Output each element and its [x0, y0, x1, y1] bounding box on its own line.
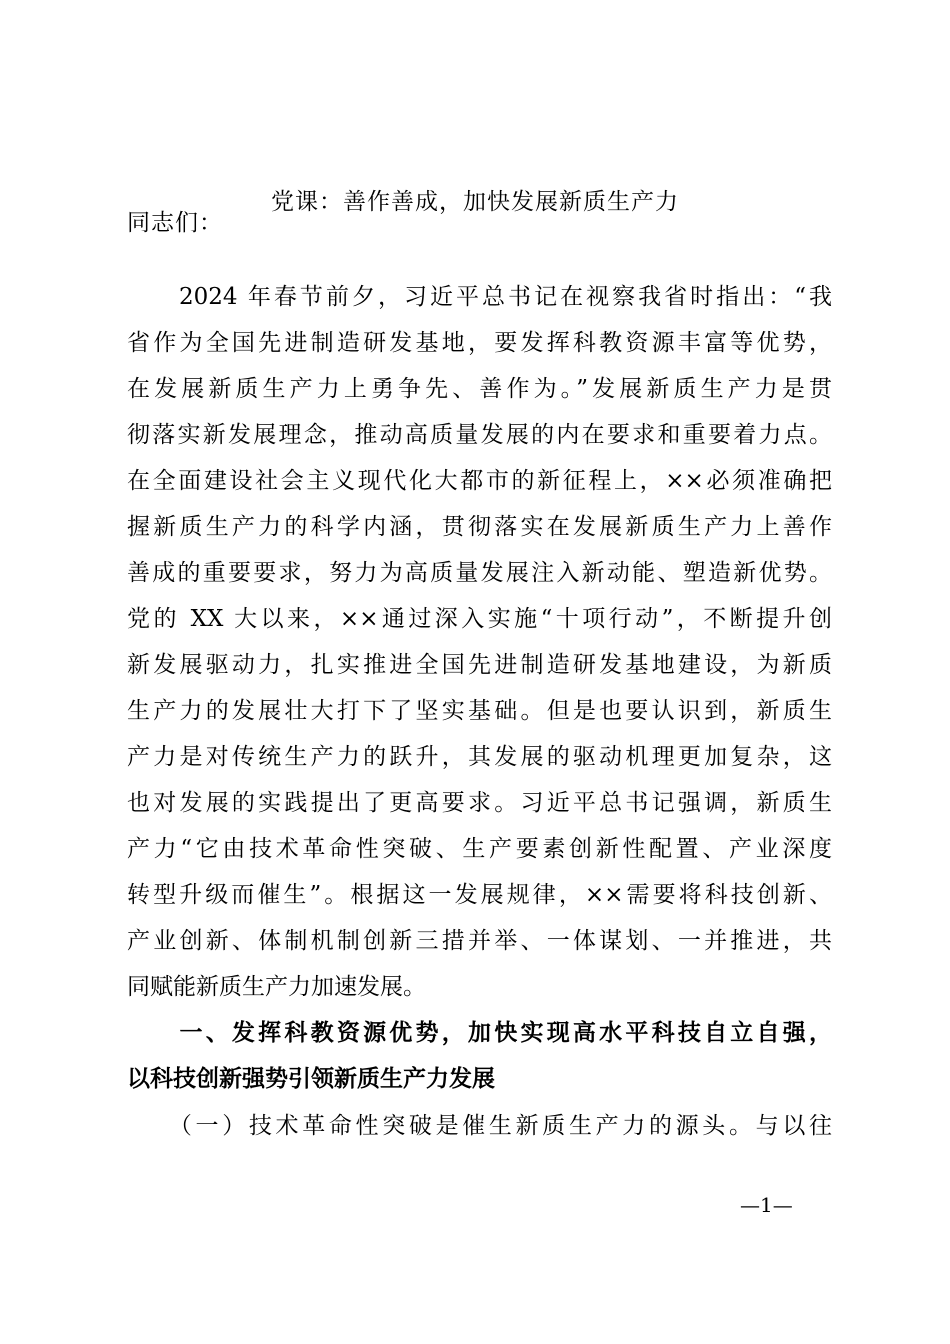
paragraph-line: 彻落实新发展理念，推动高质量发展的内在要求和重要着力点。	[127, 422, 832, 448]
page-title: 党课：善作善成，加快发展新质生产力	[271, 189, 679, 215]
page-number: —1—	[740, 1193, 793, 1217]
paragraph-line: 生产力的发展壮大打下了坚实基础。但是也要认识到，新质生	[127, 698, 832, 724]
subsection-line: （一）技术革命性突破是催生新质生产力的源头。与以往	[127, 1113, 832, 1139]
paragraph-line: 省作为全国先进制造研发基地，要发挥科教资源丰富等优势，	[127, 330, 832, 356]
salutation: 同志们：	[127, 210, 223, 236]
paragraph-line: 握新质生产力的科学内涵，贯彻落实在发展新质生产力上善作	[127, 514, 832, 540]
heading-line: 一、发挥科教资源优势，加快实现高水平科技自立自强，	[127, 1020, 832, 1046]
paragraph-line: 产力“它由技术革命性突破、生产要素创新性配置、产业深度	[127, 836, 832, 862]
paragraph-line: 产力是对传统生产力的跃升，其发展的驱动机理更加复杂，这	[127, 744, 832, 770]
paragraph-line: 同赋能新质生产力加速发展。	[127, 974, 426, 1000]
paragraph-line: 也对发展的实践提出了更高要求。习近平总书记强调，新质生	[127, 790, 832, 816]
paragraph-line: 转型升级而催生”。根据这一发展规律，××需要将科技创新、	[127, 882, 832, 908]
paragraph-line: 新发展驱动力，扎实推进全国先进制造研发基地建设，为新质	[127, 652, 832, 678]
heading-line: 以科技创新强势引领新质生产力发展	[127, 1066, 495, 1092]
paragraph-line: 在发展新质生产力上勇争先、善作为。”发展新质生产力是贯	[127, 376, 832, 402]
paragraph-line: 产业创新、体制机制创新三措并举、一体谋划、一并推进，共	[127, 928, 832, 954]
paragraph-line: 在全面建设社会主义现代化大都市的新征程上，××必须准确把	[127, 468, 832, 494]
paragraph-line: 2024 年春节前夕，习近平总书记在视察我省时指出：“我	[127, 284, 832, 310]
paragraph-line: 善成的重要要求，努力为高质量发展注入新动能、塑造新优势。	[127, 560, 832, 586]
paragraph-line: 党的 XX 大以来，××通过深入实施“十项行动”，不断提升创	[127, 606, 832, 632]
